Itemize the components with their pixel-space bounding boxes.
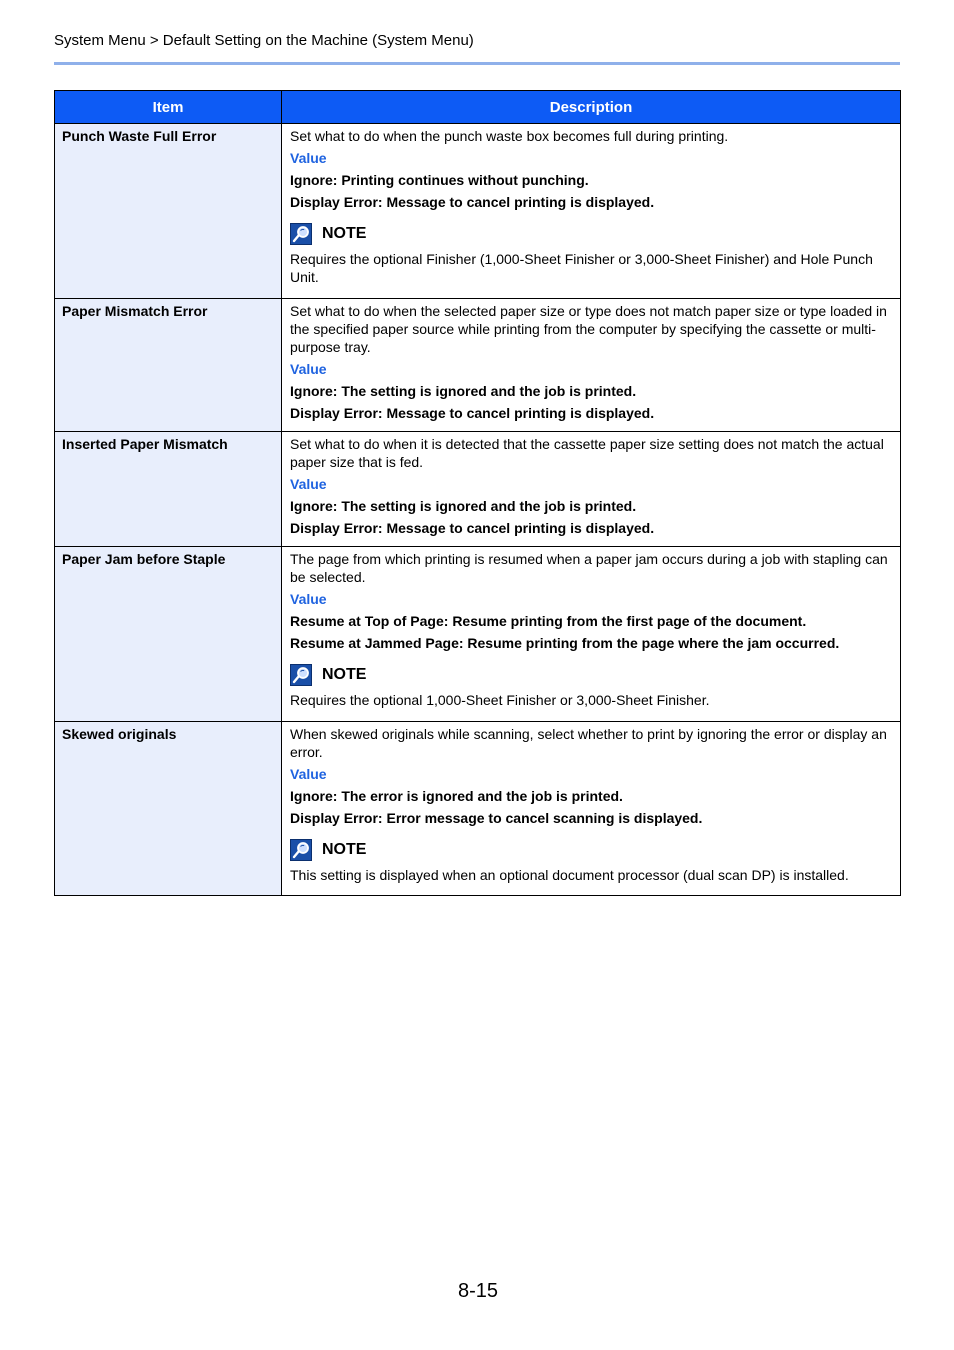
description-text: When skewed originals while scanning, select whether to print by ignoring the error or display an error. bbox=[290, 726, 887, 760]
table-row bbox=[55, 124, 901, 299]
table-row bbox=[55, 299, 901, 432]
item-name: Paper Jam before Staple bbox=[55, 547, 282, 722]
table-row bbox=[55, 722, 901, 896]
note-magnifier-icon bbox=[290, 664, 312, 686]
note-magnifier-icon bbox=[290, 223, 312, 245]
table-row bbox=[55, 432, 901, 547]
item-name: Paper Mismatch Error bbox=[55, 299, 282, 432]
option-text: Resume at Top of Page: Resume printing from the first page of the document. bbox=[290, 613, 807, 629]
item-name: Punch Waste Full Error bbox=[55, 124, 282, 299]
description-text: Set what to do when it is detected that the cassette paper size setting does not match the actual paper size that is fed. bbox=[290, 436, 884, 470]
description-text: Set what to do when the selected paper size or type does not match paper size or type loaded in the specified paper source while printing from the computer by specifying the cassette or multi-purpose tray. bbox=[290, 303, 887, 355]
note-text: Requires the optional 1,000-Sheet Finisher or 3,000-Sheet Finisher. bbox=[290, 692, 710, 708]
option-text: Ignore: Printing continues without punching. bbox=[290, 172, 589, 188]
description-text: Set what to do when the punch waste box becomes full during printing. bbox=[290, 128, 729, 144]
note-label: NOTE bbox=[322, 225, 367, 242]
column-header-item: Item bbox=[55, 91, 282, 124]
option-text: Display Error: Message to cancel printing is displayed. bbox=[290, 405, 655, 421]
option-text: Ignore: The error is ignored and the job is printed. bbox=[290, 788, 623, 804]
value-label: Value bbox=[290, 591, 327, 607]
value-label: Value bbox=[290, 766, 327, 782]
description-cell bbox=[282, 299, 901, 432]
description-cell bbox=[282, 432, 901, 547]
value-label: Value bbox=[290, 150, 327, 166]
note-label: NOTE bbox=[322, 666, 367, 683]
column-header-description: Description bbox=[282, 91, 901, 124]
option-text: Resume at Jammed Page: Resume printing from the page where the jam occurred. bbox=[290, 635, 840, 651]
note-label: NOTE bbox=[322, 841, 367, 858]
option-text: Ignore: The setting is ignored and the job is printed. bbox=[290, 383, 637, 399]
note-heading bbox=[290, 223, 892, 245]
header-rule bbox=[54, 62, 900, 65]
breadcrumb: System Menu > Default Setting on the Machine (System Menu) bbox=[54, 32, 474, 49]
note-text: Requires the optional Finisher (1,000-Sheet Finisher or 3,000-Sheet Finisher) and Hole Punch Unit. bbox=[290, 251, 873, 285]
note-heading bbox=[290, 839, 892, 861]
page-number: 8-15 bbox=[458, 1280, 499, 1302]
option-text: Display Error: Error message to cancel scanning is displayed. bbox=[290, 810, 703, 826]
value-label: Value bbox=[290, 476, 327, 492]
description-cell bbox=[282, 124, 901, 299]
option-text: Display Error: Message to cancel printing is displayed. bbox=[290, 194, 655, 210]
table-header-row bbox=[55, 91, 901, 124]
option-text: Display Error: Message to cancel printing is displayed. bbox=[290, 520, 655, 536]
item-name: Skewed originals bbox=[55, 722, 282, 896]
table-row bbox=[55, 547, 901, 722]
description-cell bbox=[282, 547, 901, 722]
settings-table bbox=[54, 90, 901, 896]
description-cell bbox=[282, 722, 901, 896]
description-text: The page from which printing is resumed when a paper jam occurs during a job with stapling can be selected. bbox=[290, 551, 888, 585]
note-heading bbox=[290, 664, 892, 686]
option-text: Ignore: The setting is ignored and the job is printed. bbox=[290, 498, 637, 514]
note-magnifier-icon bbox=[290, 839, 312, 861]
item-name: Inserted Paper Mismatch bbox=[55, 432, 282, 547]
value-label: Value bbox=[290, 361, 327, 377]
note-text: This setting is displayed when an optional document processor (dual scan DP) is installed. bbox=[290, 867, 849, 883]
